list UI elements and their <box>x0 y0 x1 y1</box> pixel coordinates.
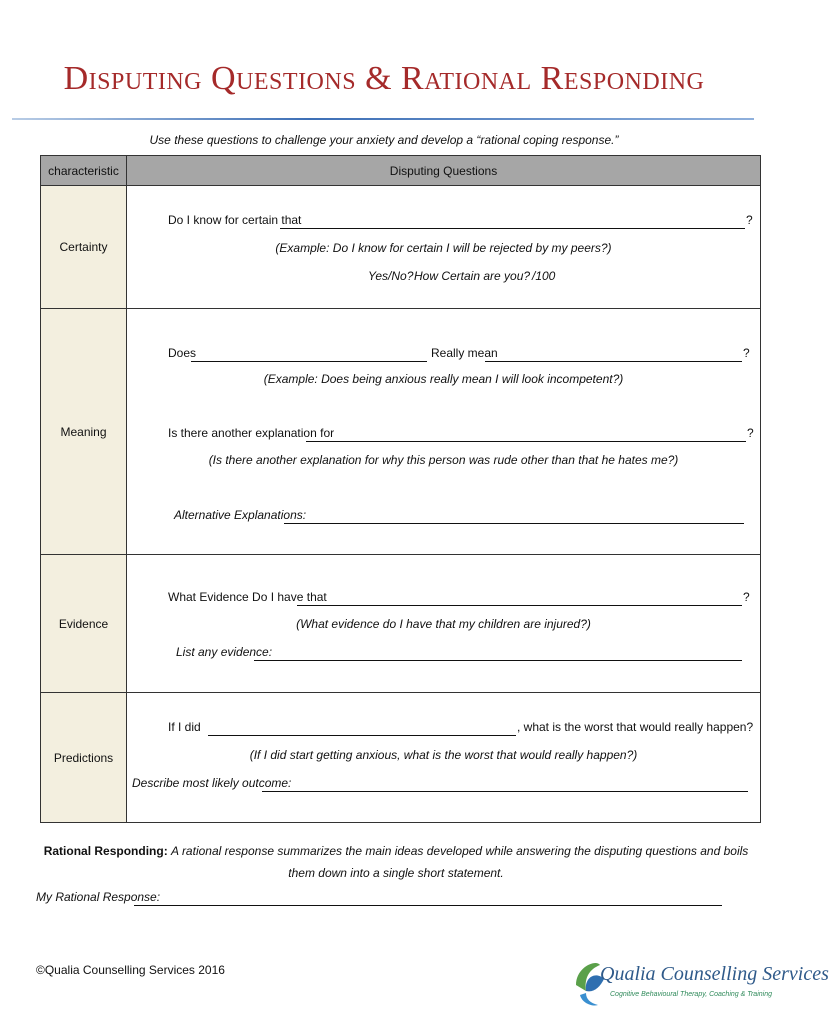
certainty-question-mark: ? <box>746 213 753 227</box>
qualia-logo <box>570 955 829 1015</box>
alternative-explanations-label: Alternative Explanations: <box>174 508 307 522</box>
table-row <box>41 693 761 823</box>
table-row <box>41 309 761 555</box>
predictions-example: (If I did start getting anxious, what is the worst that would really happen?) <box>249 748 638 762</box>
alternative-explanations-blank[interactable] <box>284 523 744 524</box>
row-label-meaning: Meaning <box>41 309 127 555</box>
logo-tagline: Cognitive Behavioural Therapy, Coaching & Training <box>610 991 772 998</box>
header-disputing-questions: Disputing Questions <box>127 156 761 186</box>
table-row <box>41 186 761 309</box>
certainty-question: Do I know for certain that <box>168 213 302 227</box>
meaning-question-mark: ? <box>743 346 750 360</box>
table-row <box>41 555 761 693</box>
rational-responding-label: Rational Responding: <box>43 844 168 858</box>
copyright: ©Qualia Counselling Services 2016 <box>36 963 225 977</box>
certainty-cell <box>127 186 761 309</box>
predictions-blank[interactable] <box>208 735 516 736</box>
another-question-mark: ? <box>747 426 754 440</box>
describe-outcome-label: Describe most likely outcome: <box>132 776 292 790</box>
title-divider <box>12 118 754 120</box>
my-rational-response-label: My Rational Response: <box>36 890 161 904</box>
rational-responding <box>40 840 752 884</box>
header-characteristic: characteristic <box>41 156 127 186</box>
predictions-worst: , what is the worst that would really happen? <box>517 720 754 734</box>
another-explanation-question: Is there another explanation for <box>168 426 335 440</box>
logo-name: Qualia Counselling Services <box>600 963 829 985</box>
meaning-mean-blank[interactable] <box>485 361 742 362</box>
certainty-yes-no: Yes/No? <box>368 269 414 283</box>
certainty-score: /100 <box>532 269 556 283</box>
meaning-really-mean: Really mean <box>431 346 498 360</box>
meaning-example: (Example: Does being anxious really mean I will look incompetent?) <box>263 372 624 386</box>
disputing-questions-table <box>40 155 761 823</box>
my-rational-response-blank[interactable] <box>134 905 722 906</box>
certainty-example: (Example: Do I know for certain I will be rejected by my peers?) <box>275 241 612 255</box>
another-explanation-blank[interactable] <box>306 441 746 442</box>
list-evidence-blank[interactable] <box>254 660 742 661</box>
list-evidence-label: List any evidence: <box>176 645 273 659</box>
certainty-how-certain: How Certain are you? <box>414 269 531 283</box>
evidence-cell <box>127 555 761 693</box>
describe-outcome-blank[interactable] <box>262 791 748 792</box>
meaning-does: Does <box>168 346 197 360</box>
certainty-blank[interactable] <box>280 228 745 229</box>
evidence-example: (What evidence do I have that my children are injured?) <box>296 617 591 631</box>
meaning-cell <box>127 309 761 555</box>
evidence-blank[interactable] <box>297 605 742 606</box>
meaning-does-blank[interactable] <box>191 361 427 362</box>
table-header-row <box>41 156 761 186</box>
page-title: Disputing Questions & Rational Responding <box>63 60 705 97</box>
evidence-question-mark: ? <box>743 590 750 604</box>
row-label-evidence: Evidence <box>41 555 127 693</box>
row-label-certainty: Certainty <box>41 186 127 309</box>
subtitle: Use these questions to challenge your anxiety and develop a “rational coping response.” <box>149 133 619 147</box>
predictions-cell <box>127 693 761 823</box>
row-label-predictions: Predictions <box>41 693 127 823</box>
rational-responding-text: A rational response summarizes the main ideas developed while answering the disputing questions and boils them down into a single short statement. <box>171 844 749 880</box>
evidence-question: What Evidence Do I have that <box>168 590 327 604</box>
predictions-if-i-did: If I did <box>168 720 201 734</box>
another-example: (Is there another explanation for why this person was rude other than that he hates me?) <box>208 453 679 467</box>
